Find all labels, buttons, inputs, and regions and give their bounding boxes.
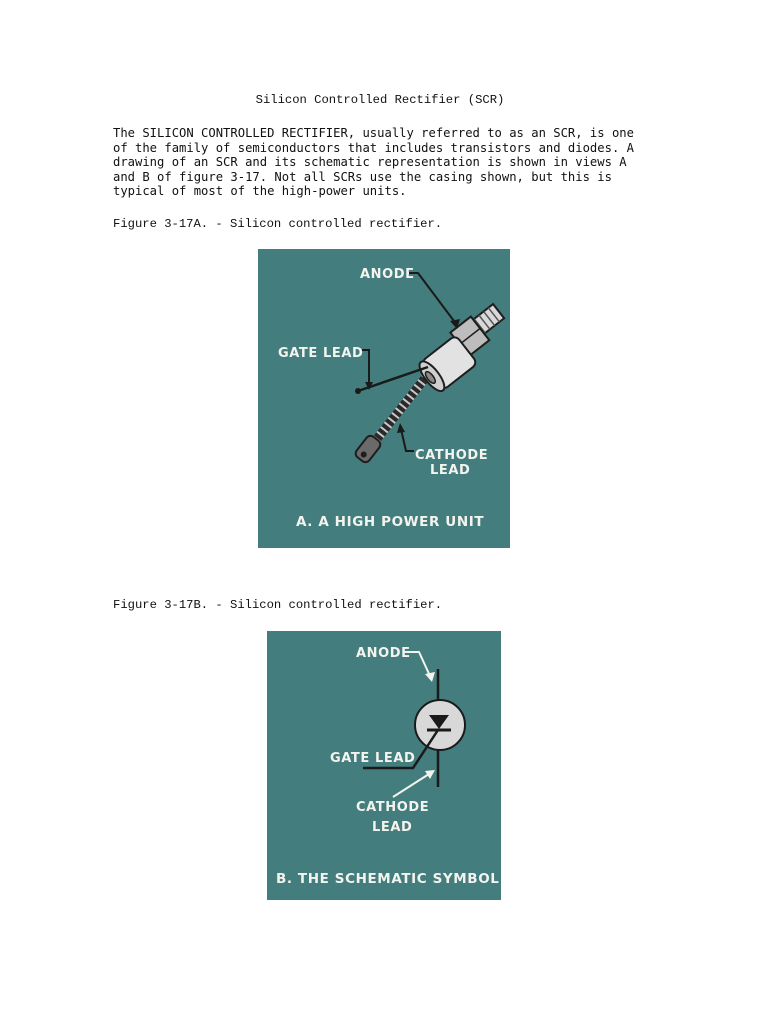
intro-line: typical of most of the high-power units. [113, 184, 407, 199]
scr-schematic [267, 631, 501, 900]
anode-pointer [409, 273, 457, 325]
gate-lead-tip [355, 388, 361, 394]
gate-lead-label: GATE LEAD [330, 751, 416, 766]
cathode-label-line1: CATHODE [356, 800, 430, 815]
cathode-label-line2: LEAD [430, 463, 471, 478]
intro-line: drawing of an SCR and its schematic representation is shown in views A [113, 155, 627, 170]
anode-arrowhead [425, 672, 435, 682]
intro-line: and B of figure 3-17. Not all SCRs use the casing shown, but this is [113, 169, 612, 184]
intro-paragraph [113, 126, 673, 199]
anode-label: ANODE [360, 267, 415, 282]
cathode-arrowhead [397, 423, 405, 433]
gate-lead-label: GATE LEAD [278, 346, 364, 361]
cathode-label-line2: LEAD [372, 820, 413, 835]
figure-a-title: A. A HIGH POWER UNIT [296, 514, 485, 530]
cathode-pointer [401, 429, 414, 451]
intro-line: The SILICON CONTROLLED RECTIFIER, usually referred to as an SCR, is one [113, 126, 634, 140]
scr-drawing [258, 249, 510, 548]
figure-b-title: B. THE SCHEMATIC SYMBOL [276, 871, 500, 887]
document-title: Silicon Controlled Rectifier (SCR) [255, 93, 505, 107]
figure-a-high-power-unit [258, 249, 510, 548]
figure-b-schematic-symbol [267, 631, 501, 900]
cathode-pointer [393, 774, 429, 797]
cathode-label-line1: CATHODE [415, 448, 489, 463]
figure-b-caption: Figure 3-17B. - Silicon controlled rectifier. [113, 598, 443, 612]
anode-label: ANODE [356, 646, 411, 661]
figure-a-caption: Figure 3-17A. - Silicon controlled rectifier. [113, 217, 443, 231]
intro-line: of the family of semiconductors that includes transistors and diodes. A [113, 140, 634, 155]
